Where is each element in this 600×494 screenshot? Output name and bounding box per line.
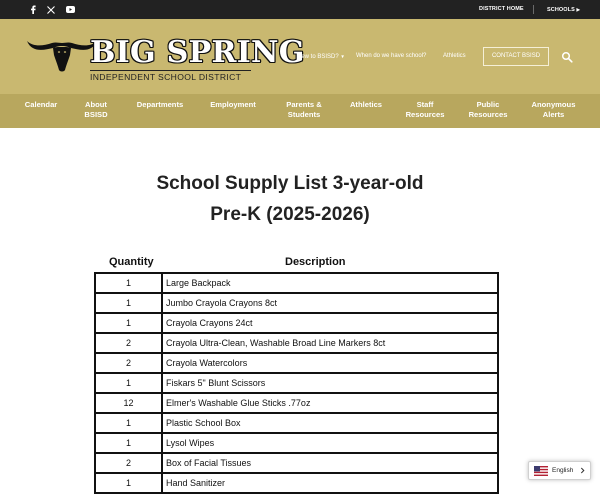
quantity-cell: 1 [95, 273, 162, 293]
nav-staff-resources[interactable] [400, 100, 450, 120]
nav-label: Athletics [349, 100, 383, 109]
table-row [95, 373, 498, 393]
main-navigation [0, 94, 600, 128]
table-row [95, 393, 498, 413]
description-cell: Jumbo Crayola Crayons 8ct [162, 293, 498, 313]
chevron-down-icon: ▼ [340, 54, 345, 59]
table-row [95, 293, 498, 313]
table-row [95, 333, 498, 353]
nav-public-resources[interactable] [463, 100, 513, 120]
nav-departments[interactable] [130, 100, 190, 110]
table-row [95, 413, 498, 433]
x-twitter-icon[interactable] [43, 0, 59, 19]
contact-button[interactable]: CONTACT BSISD [483, 47, 549, 66]
facebook-icon[interactable] [25, 0, 41, 19]
language-label: English [552, 467, 574, 474]
district-logo[interactable] [26, 33, 305, 89]
chevron-right-icon [579, 467, 586, 474]
nav-label-line2: Resources [405, 110, 445, 119]
nav-anonymous-alerts[interactable] [525, 100, 582, 120]
nav-calendar[interactable] [17, 100, 65, 110]
district-home-link[interactable]: DISTRICT HOME [479, 6, 524, 12]
nav-about[interactable] [73, 100, 119, 120]
caret-right-icon: ▶ [576, 7, 581, 12]
description-cell: Crayola Crayons 24ct [162, 313, 498, 333]
search-icon[interactable] [561, 51, 573, 63]
description-cell: Elmer's Washable Glue Sticks .77oz [162, 393, 498, 413]
new-to-bsisd-label: New to BSISD? [297, 54, 339, 60]
longhorn-logo-icon [26, 33, 98, 73]
description-cell: Plastic School Box [162, 413, 498, 433]
logo-subtitle: INDEPENDENT SCHOOL DISTRICT [90, 70, 251, 83]
description-cell: Hand Sanitizer [162, 473, 498, 493]
nav-label-line2: Resources [468, 110, 508, 119]
nav-label: Staff [416, 100, 434, 109]
nav-label-line2: BSISD [84, 110, 108, 119]
document-title-line2: Pre-K (2025-2026) [210, 204, 370, 225]
description-cell: Fiskars 5" Blunt Scissors [162, 373, 498, 393]
table-row [95, 453, 498, 473]
table-row [95, 473, 498, 493]
nav-label: Employment [210, 100, 256, 109]
table-row [95, 313, 498, 333]
quantity-column-header: Quantity [109, 256, 154, 268]
logo-title: BIG SPRING [90, 35, 305, 70]
topbar-divider [533, 5, 534, 14]
quantity-cell: 1 [95, 413, 162, 433]
description-column-header: Description [285, 256, 346, 268]
description-cell: Lysol Wipes [162, 433, 498, 453]
description-cell: Large Backpack [162, 273, 498, 293]
nav-parents-students[interactable] [277, 100, 331, 120]
document-title-line1: School Supply List 3-year-old [156, 173, 424, 194]
top-utility-bar [0, 0, 600, 19]
schools-label: SCHOOLS [547, 7, 575, 13]
quantity-cell: 1 [95, 373, 162, 393]
table-row [95, 273, 498, 293]
nav-label-line2: Students [287, 110, 321, 119]
nav-label: Parents & [286, 100, 322, 109]
when-school-link[interactable]: When do we have school? [356, 53, 427, 59]
athletics-link[interactable]: Athletics [443, 53, 466, 59]
nav-athletics[interactable] [343, 100, 389, 110]
language-selector[interactable] [528, 461, 591, 480]
table-row [95, 353, 498, 373]
quantity-cell: 12 [95, 393, 162, 413]
description-cell: Crayola Watercolors [162, 353, 498, 373]
quantity-cell: 1 [95, 433, 162, 453]
nav-label: About [85, 100, 107, 109]
quantity-cell: 1 [95, 473, 162, 493]
nav-employment[interactable] [203, 100, 263, 110]
description-cell: Box of Facial Tissues [162, 453, 498, 473]
schools-menu[interactable] [547, 0, 580, 19]
youtube-icon[interactable] [62, 0, 78, 19]
nav-label: Anonymous [531, 100, 576, 109]
quantity-cell: 2 [95, 333, 162, 353]
nav-label: Public [476, 100, 500, 109]
table-row [95, 433, 498, 453]
description-cell: Crayola Ultra-Clean, Washable Broad Line Markers 8ct [162, 333, 498, 353]
nav-label: Calendar [24, 100, 58, 109]
site-header [0, 19, 600, 94]
new-to-bsisd-menu[interactable] [297, 19, 345, 94]
quantity-cell: 2 [95, 353, 162, 373]
nav-label: Departments [136, 100, 184, 109]
us-flag-icon [534, 466, 548, 476]
supply-table [94, 272, 499, 494]
quantity-cell: 2 [95, 453, 162, 473]
quantity-cell: 1 [95, 293, 162, 313]
nav-label-line2: Alerts [542, 110, 565, 119]
quantity-cell: 1 [95, 313, 162, 333]
